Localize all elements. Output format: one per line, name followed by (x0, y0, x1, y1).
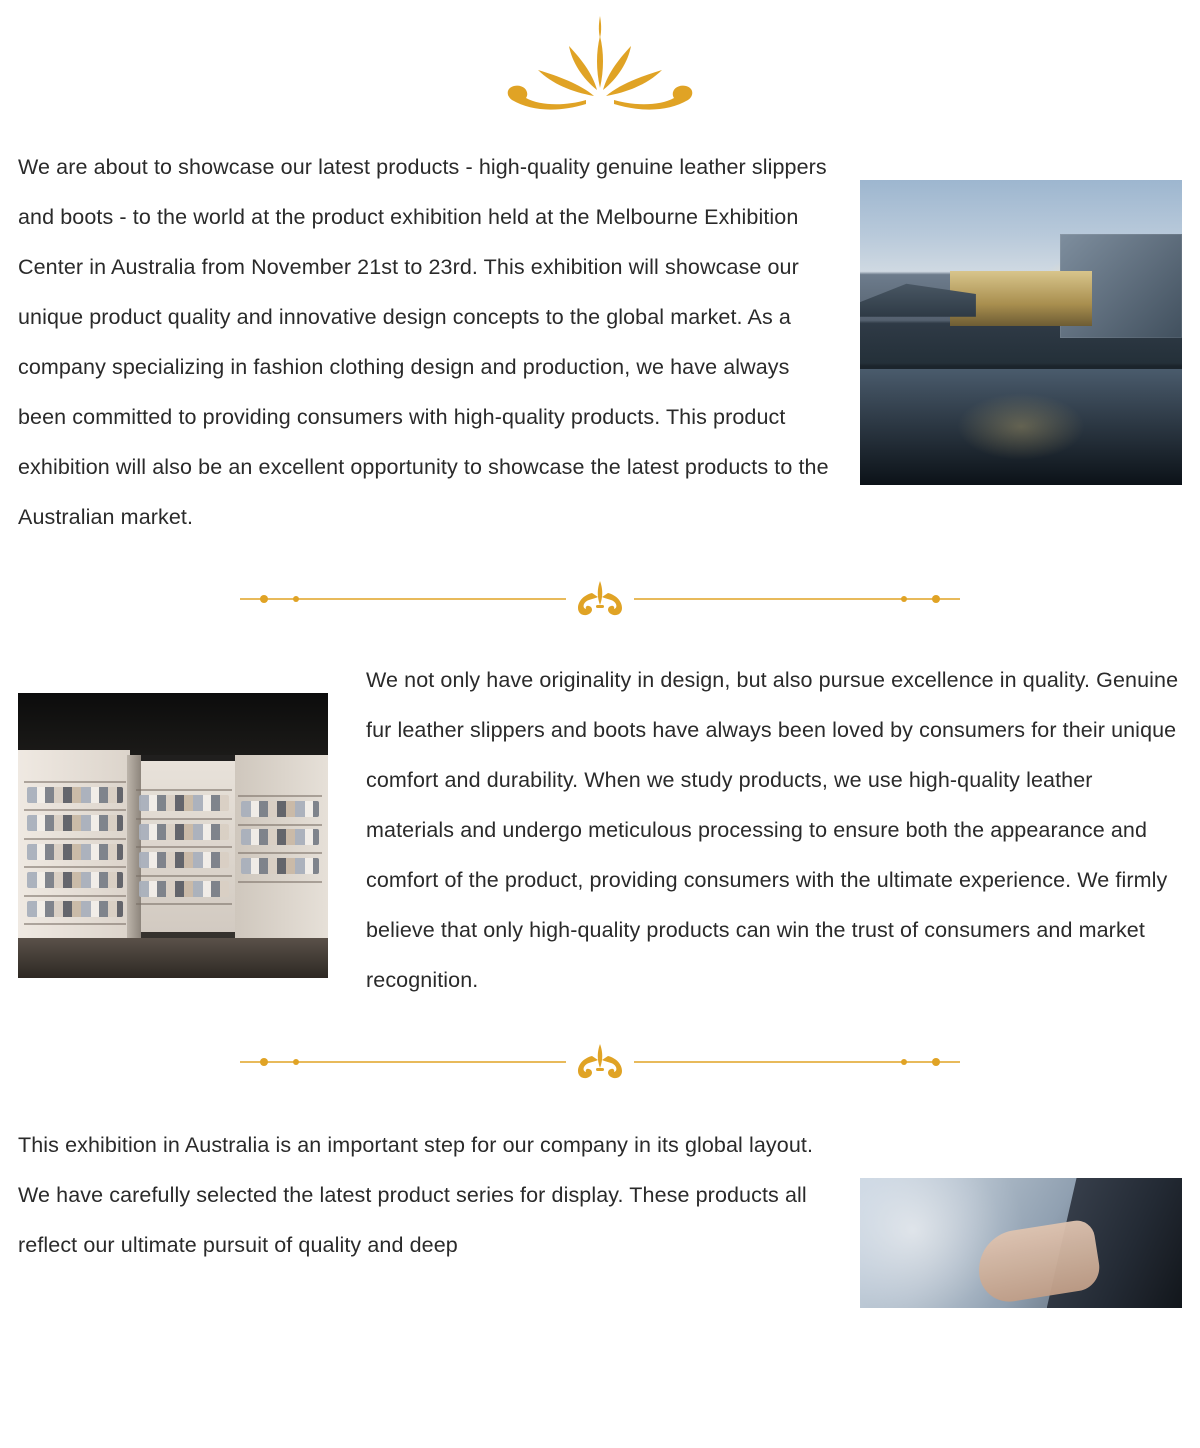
melbourne-exhibition-center-photo (860, 180, 1182, 485)
section-global-layout (0, 1120, 1200, 1308)
ornament-middle-1 (0, 563, 1200, 633)
business-handshake-photo (860, 1178, 1182, 1308)
paragraph-global-layout: This exhibition in Australia is an important step for our company in its global layout. We have carefully selected the latest product series for display. These products all reflect our ultimate pursuit of quality and deep (18, 1133, 814, 1257)
section-exhibition-intro (0, 142, 1200, 564)
paragraph-exhibition-intro: We are about to showcase our latest products - high-quality genuine leather slippers and boots - to the world at the product exhibition held at the Melbourne Exhibition Center in Australia from November 21st to 23rd. This exhibition will showcase our unique product quality and innovative design concepts to the global market. As a company specializing in fashion clothing design and production, we have always been committed to providing consumers with high-quality products. This product exhibition will also be an excellent opportunity to showcase the latest products to the Australian market. (18, 154, 829, 529)
ornament-middle-2 (0, 1026, 1200, 1096)
section-quality-design (0, 655, 1200, 1027)
paragraph-quality-design: We not only have originality in design, but also pursue excellence in quality. Genuine fur leather slippers and boots have always been loved by consumers for their unique comfort and durability. When we study products, we use high-quality leather materials and undergo meticulous processing to ensure both the appearance and comfort of the product, providing consumers with the ultimate experience. We firmly believe that only high-quality products can win the trust of consumers and market recognition. (366, 667, 1179, 992)
shoe-showroom-photo (18, 693, 328, 978)
ornament-top (0, 0, 1200, 120)
